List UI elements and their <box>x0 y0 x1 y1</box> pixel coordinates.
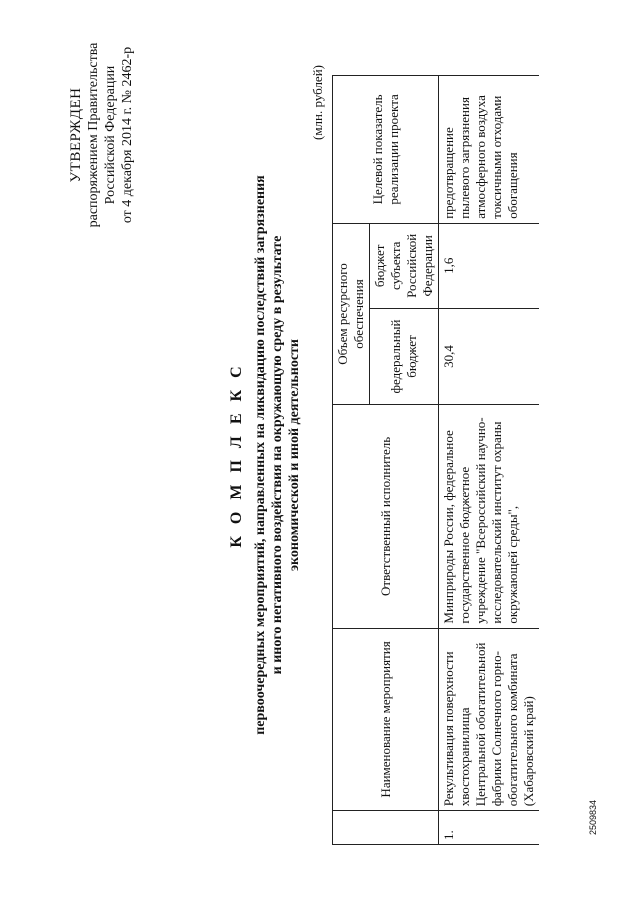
unit-note: (млн. рублей) <box>310 65 325 140</box>
approval-title: УТВЕРЖДЕН <box>68 87 84 183</box>
row-number: 1. <box>439 811 540 845</box>
subtitle-line-1: первоочередных мероприятий, направленных на ликвидацию последствий загрязнения <box>253 175 268 735</box>
table-row <box>439 76 540 845</box>
row-name: Рекультивация поверхности хвостохранилища Центральной обогатительной фабрики Солнечного горно-обогатительного комбината (Хабаровский край) <box>439 628 540 811</box>
document-title: К О М П Л Е К С <box>228 362 245 548</box>
header-executor: Ответственный исполнитель <box>333 405 439 628</box>
subtitle-line-2: и иного негативного воздействия на окружающую среду в результате <box>270 235 285 675</box>
row-federal: 30,4 <box>439 308 540 404</box>
header-indicator: Целевой показатель реализации проекта <box>333 76 439 224</box>
approval-line-3: от 4 декабря 2014 г. № 2462-р <box>120 46 135 224</box>
document-subtitle <box>252 95 303 815</box>
row-regional: 1,6 <box>439 223 540 308</box>
approval-line-2: Российской Федерации <box>103 65 118 205</box>
header-num-cell <box>333 811 439 845</box>
header-regional: бюджет субъекта Российской Федерации <box>370 223 439 308</box>
header-federal: федеральный бюджет <box>370 308 439 404</box>
row-executor: Минприроды России, федеральное государственное бюджетное учреждение "Всероссийский научно-исследовательский институт охраны окружающей среды", <box>439 405 540 628</box>
measures-table <box>332 75 539 845</box>
header-resources: Объем ресурсного обеспечения <box>333 223 370 404</box>
row-indicator: предотвращение пылевого загрязнения атмосферного воздуха токсичными отходами обогащения <box>439 76 540 224</box>
approval-line-1: распоряжением Правительства <box>86 42 101 228</box>
approval-stamp <box>68 5 136 265</box>
document-code: 2509834 <box>588 799 598 835</box>
header-name: Наименование мероприятия <box>333 628 439 811</box>
table-header-row <box>333 76 370 845</box>
subtitle-line-3: экономической и иной деятельности <box>287 339 302 571</box>
